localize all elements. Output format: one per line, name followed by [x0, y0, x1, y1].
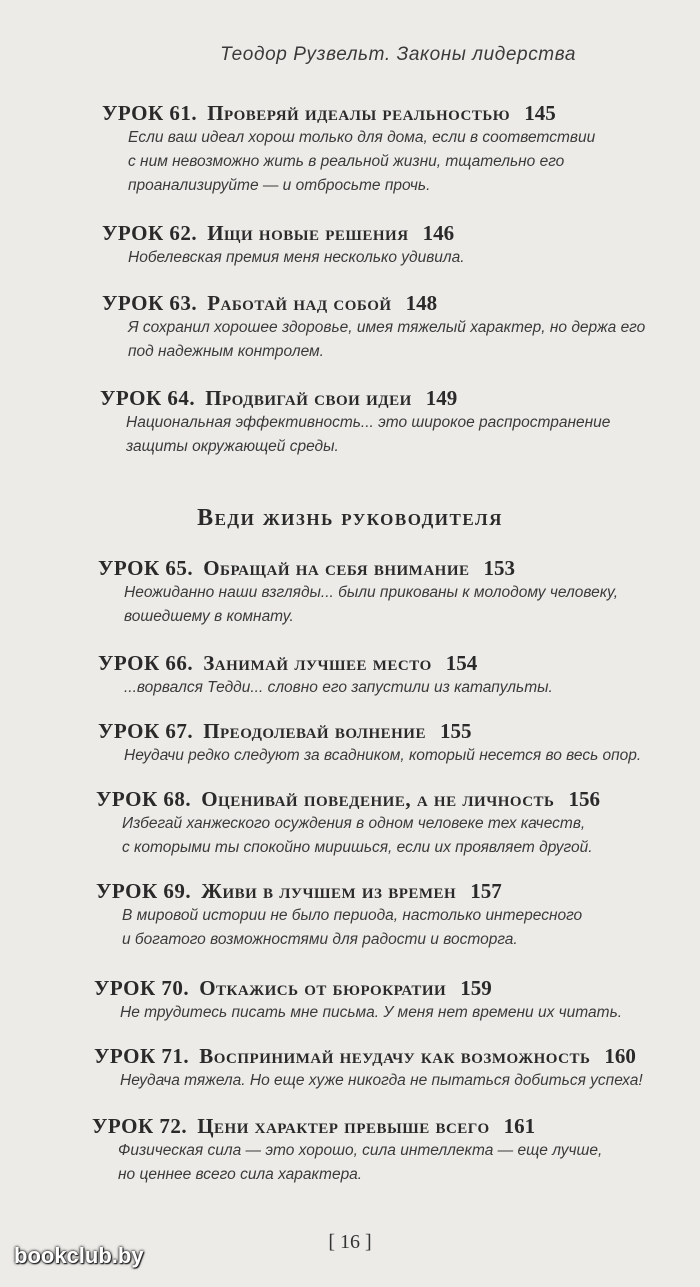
quote-line: проанализируйте — и отбросьте прочь. — [128, 177, 431, 194]
quote-line: Неудачи редко следуют за всадником, который несется во весь опор. — [124, 747, 642, 764]
page-number: [ 16 ] — [328, 1231, 372, 1253]
lesson-number: УРОК 68. — [96, 787, 192, 811]
entry-title — [102, 100, 595, 126]
entry-title — [102, 290, 645, 316]
lesson-name: Обращай на себя внимание — [203, 556, 470, 580]
toc-entry-69 — [96, 878, 582, 952]
page-ref: 146 — [422, 221, 455, 245]
lesson-name: Ищи новые решения — [207, 221, 409, 245]
entry-title — [94, 975, 622, 1001]
quote-line: Избегай ханжеского осуждения в одном человеке тех качеств, — [122, 815, 586, 832]
lesson-number: УРОК 65. — [98, 556, 194, 580]
entry-title — [98, 650, 553, 676]
page-ref: 159 — [460, 976, 492, 1000]
quote-line: Если ваш идеал хорош только для дома, если в соответствии — [128, 129, 596, 146]
quote-line: но ценнее всего сила характера. — [118, 1166, 363, 1183]
lesson-name: Оценивай поведение, а не личность — [201, 787, 555, 811]
lesson-name: Преодолевай волнение — [203, 719, 426, 743]
toc-entry-65 — [98, 555, 618, 629]
quote-line: Неудача тяжела. Но еще хуже никогда не пытаться добиться успеха! — [120, 1072, 643, 1089]
quote-line: вошедшему в комнату. — [124, 608, 294, 625]
lesson-number: УРОК 67. — [98, 719, 194, 743]
lesson-number: УРОК 61. — [102, 101, 198, 125]
lesson-number: УРОК 62. — [102, 221, 198, 245]
lesson-name: Живи в лучшем из времен — [201, 879, 457, 903]
quote-line: В мировой истории не было периода, настолько интересного — [122, 907, 583, 924]
toc-entry-66 — [98, 650, 553, 700]
toc-entry-68 — [96, 786, 600, 860]
entry-title — [96, 786, 600, 812]
quote-line: защиты окружающей среды. — [126, 438, 339, 455]
quote-line: Нобелевская премия меня несколько удивила. — [128, 249, 465, 266]
page-ref: 148 — [405, 291, 438, 315]
lesson-name: Продвигай свои идеи — [205, 386, 412, 410]
lesson-number: УРОК 63. — [102, 291, 198, 315]
lesson-number: УРОК 69. — [96, 879, 192, 903]
toc-entry-72 — [92, 1113, 602, 1187]
lesson-name: Работай над собой — [207, 291, 392, 315]
page-ref: 145 — [524, 101, 556, 125]
quote-line: Я сохранил хорошее здоровье, имея тяжелый характер, но держа его — [128, 319, 646, 336]
page-ref: 156 — [568, 787, 600, 811]
quote-line: с ним невозможно жить в реальной жизни, тщательно его — [128, 153, 565, 170]
lesson-name: Цени характер превыше всего — [197, 1114, 490, 1138]
quote-line: и богатого возможностями для радости и восторга. — [122, 931, 518, 948]
entry-title — [98, 555, 618, 581]
watermark: bookclub.by — [14, 1243, 144, 1268]
entry-title — [102, 220, 465, 246]
lesson-number: УРОК 72. — [92, 1114, 188, 1138]
quote-line: Неожиданно наши взгляды... были прикованы к молодому человеку, — [124, 584, 619, 601]
lesson-number: УРОК 71. — [94, 1044, 190, 1068]
entry-title — [100, 385, 610, 411]
page-ref: 155 — [439, 719, 472, 743]
lesson-name: Воспринимай неудачу как возможность — [199, 1044, 591, 1068]
lesson-number: УРОК 64. — [100, 386, 196, 410]
page-ref: 149 — [425, 386, 458, 410]
toc-entry-61 — [102, 100, 595, 198]
quote-line: Физическая сила — это хорошо, сила интеллекта — еще лучше, — [118, 1142, 603, 1159]
page-ref: 161 — [503, 1114, 536, 1138]
page-ref: 157 — [470, 879, 502, 903]
toc-entry-70 — [94, 975, 622, 1025]
quote-line: ...ворвался Тедди... словно его запустили из катапульты. — [124, 679, 553, 696]
quote-line: под надежным контролем. — [128, 343, 324, 360]
entry-title — [94, 1043, 643, 1069]
entry-title — [92, 1113, 602, 1139]
lesson-name: Занимай лучшее место — [203, 651, 432, 675]
toc-entry-71 — [94, 1043, 643, 1093]
entry-title — [98, 718, 641, 744]
lesson-name: Проверяй идеалы реальностью — [207, 101, 511, 125]
page-ref: 153 — [483, 556, 515, 580]
quote-line: Национальная эффективность... это широкое распространение — [126, 414, 611, 431]
lesson-name: Откажись от бюрократии — [199, 976, 447, 1000]
entry-title — [96, 878, 582, 904]
toc-entry-63 — [102, 290, 645, 364]
toc-entry-67 — [98, 718, 641, 768]
lesson-number: УРОК 70. — [94, 976, 190, 1000]
quote-line: Не трудитесь писать мне письма. У меня нет времени их читать. — [120, 1004, 623, 1021]
toc-entry-64 — [100, 385, 610, 459]
running-title: Теодор Рузвельт. Законы лидерства — [220, 44, 576, 65]
section-heading: Веди жизнь руководителя — [197, 505, 503, 531]
page-ref: 160 — [604, 1044, 636, 1068]
quote-line: с которыми ты спокойно миришься, если их проявляет другой. — [122, 839, 593, 856]
lesson-number: УРОК 66. — [98, 651, 194, 675]
page-ref: 154 — [445, 651, 478, 675]
toc-entry-62 — [102, 220, 465, 270]
